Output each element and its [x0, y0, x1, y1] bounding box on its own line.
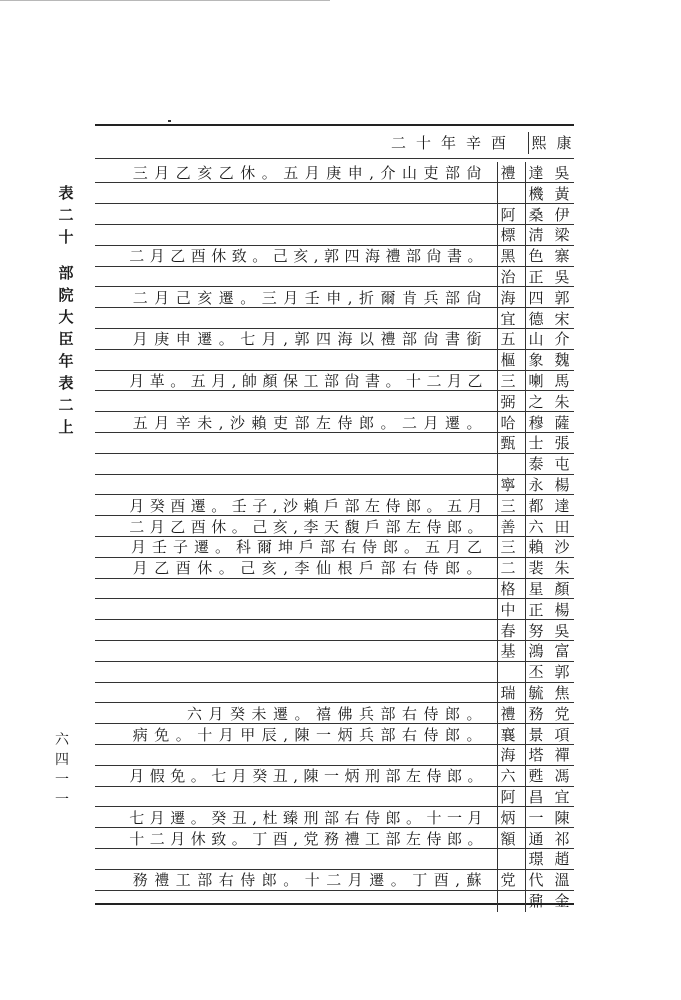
table-row: [95, 599, 574, 621]
name-char-c: 寧: [497, 474, 518, 496]
table-row: [95, 828, 574, 850]
table-row: [95, 536, 574, 558]
name-char-c: 党: [497, 869, 518, 891]
side-table-number: [56, 182, 76, 248]
name-char-a: 項: [554, 725, 570, 744]
name-char-a: 禪: [554, 746, 570, 765]
row-note: 二月己亥遷。三月壬申,折爾肯兵部尙: [132, 288, 488, 307]
name-char-a: 黃: [554, 184, 570, 203]
table-row: [95, 744, 574, 766]
table-row: [95, 682, 574, 704]
name-char-c: 額: [497, 828, 518, 850]
name-char-c: 二: [497, 557, 518, 579]
name-char-c: 瑞: [497, 682, 518, 704]
table-row: [95, 661, 574, 683]
table-row: [95, 703, 574, 725]
name-char-b: 機: [525, 183, 546, 205]
row-note: 二月乙酉休。己亥,李天馥戶部左侍郎。: [129, 517, 488, 536]
name-char-c: 標: [497, 224, 518, 246]
side-table-number-char: 二: [58, 206, 74, 224]
name-char-c: [497, 661, 518, 683]
name-char-a: 介: [554, 330, 570, 349]
table-row: [95, 308, 574, 330]
side-title-char: 院: [58, 286, 74, 304]
name-char-a: 吳: [554, 268, 570, 286]
name-char-b: 淸: [525, 224, 546, 246]
row-note: 二月乙酉休致。己亥,郭四海禮部尙書。: [129, 247, 488, 266]
name-char-a: 宋: [554, 309, 570, 328]
table-row: [95, 578, 574, 600]
page-number: [52, 730, 72, 810]
table-row: [95, 245, 574, 267]
table-row: [95, 890, 574, 912]
name-char-a: 朱: [554, 559, 570, 578]
table-row: [95, 869, 574, 891]
name-char-a: 朱: [554, 392, 570, 411]
name-char-b: 山: [525, 328, 546, 350]
name-char-b: 昌: [525, 786, 546, 808]
name-char-b: 努: [525, 620, 546, 642]
table-row: [95, 412, 574, 434]
ministers-table: [95, 124, 574, 910]
name-char-b: 一: [525, 807, 546, 829]
name-char-c: 襄: [497, 724, 518, 746]
name-char-b: 甦: [525, 765, 546, 787]
name-char-a: 梁: [554, 226, 570, 245]
name-char-c: 三: [497, 536, 518, 558]
name-char-a: 沙: [554, 538, 570, 557]
name-char-b: 永: [525, 474, 546, 496]
side-table-number-char: 表: [58, 184, 74, 202]
name-char-a: 陳: [554, 808, 570, 827]
table-row: [95, 620, 574, 642]
table-row: [95, 453, 574, 475]
name-char-c: 哈: [497, 412, 518, 434]
name-char-c: 治: [497, 266, 518, 288]
table-row: [95, 432, 574, 454]
page-number-char: 一: [55, 792, 69, 808]
name-char-a: 張: [554, 434, 570, 453]
table-row: [95, 516, 574, 538]
name-char-b: 色: [525, 245, 546, 267]
row-note: 月假免。七月癸丑,陳一炳刑部左侍郎。: [129, 767, 488, 786]
table-row: [95, 495, 574, 517]
name-char-a: 薩: [554, 413, 570, 432]
name-char-b: 塔: [525, 744, 546, 766]
name-char-b: 達: [525, 162, 546, 184]
name-char-b: 景: [525, 724, 546, 746]
name-char-c: 海: [497, 744, 518, 766]
name-char-c: 春: [497, 620, 518, 642]
table-row: [95, 328, 574, 350]
table-row: [95, 807, 574, 829]
row-note: 月乙酉休。己亥,李仙根戶部右侍郎。: [132, 559, 488, 578]
name-char-c: 基: [497, 640, 518, 662]
name-char-b: 四: [525, 287, 546, 309]
table-row: [95, 162, 574, 184]
name-char-b: 穆: [525, 412, 546, 434]
name-char-a: 党: [554, 704, 570, 723]
name-char-c: [497, 183, 518, 205]
table-row: [95, 204, 574, 226]
name-char-b: 六: [525, 516, 546, 538]
side-table-number-char: 十: [58, 228, 74, 246]
title-year: 二十年辛酉: [390, 134, 516, 152]
name-char-a: 馬: [554, 372, 570, 390]
row-note: 三月乙亥乙休。五月庚申,介山吏部尙: [132, 164, 488, 182]
side-title-char: 年: [58, 352, 74, 370]
name-char-a: 吳: [554, 621, 570, 640]
row-note: 月庚申遷。七月,郭四海以禮部尙書銜: [132, 330, 488, 349]
side-title-char: 二: [58, 396, 74, 414]
name-char-a: 趙: [554, 850, 570, 869]
name-char-b: 代: [525, 869, 546, 891]
row-note: 月癸酉遷。壬子,沙賴戶部左侍郎。五月: [129, 496, 488, 515]
table-row: [95, 224, 574, 246]
table-row: [95, 349, 574, 371]
name-char-b: 通: [525, 828, 546, 850]
side-table-title: [56, 262, 76, 438]
name-char-c: 三: [497, 495, 518, 517]
name-char-c: 弼: [497, 391, 518, 413]
name-char-a: 郭: [554, 288, 570, 307]
name-char-a: 寨: [554, 247, 570, 266]
name-char-a: 吳: [554, 164, 570, 182]
table-row: [95, 391, 574, 413]
name-char-c: 三: [497, 370, 518, 392]
name-char-c: 禮: [497, 703, 518, 725]
table-row: [95, 724, 574, 746]
page-number-char: 四: [55, 752, 69, 768]
name-char-c: 炳: [497, 807, 518, 829]
name-char-c: 宜: [497, 308, 518, 330]
table-row: [95, 557, 574, 579]
table-row: [95, 266, 574, 288]
name-char-b: 之: [525, 391, 546, 413]
name-char-a: 溫: [554, 871, 570, 890]
name-char-c: 甄: [497, 432, 518, 454]
name-char-a: 達: [554, 496, 570, 515]
name-char-b: 鼐: [525, 890, 546, 912]
table-row: [95, 287, 574, 309]
row-note: 五月辛未,沙賴吏部左侍郎。二月遷。: [132, 413, 488, 432]
side-title-char: 表: [58, 374, 74, 392]
side-title-char: 大: [58, 308, 74, 326]
name-char-b: 泰: [525, 453, 546, 475]
name-char-c: 樞: [497, 349, 518, 371]
name-char-c: [497, 453, 518, 475]
side-title-char: 部: [58, 264, 74, 282]
name-char-a: 富: [554, 642, 570, 661]
side-title-char: 臣: [58, 330, 74, 348]
name-char-b: 賴: [525, 536, 546, 558]
name-char-a: 田: [554, 517, 570, 536]
name-char-a: 屯: [554, 455, 570, 474]
name-char-b: 正: [525, 599, 546, 621]
name-char-c: 善: [497, 516, 518, 538]
name-char-a: 顏: [554, 580, 570, 598]
name-char-c: 禮: [497, 162, 518, 184]
name-char-a: 宜: [554, 788, 570, 806]
table-row: [95, 474, 574, 496]
table-row: [95, 765, 574, 787]
name-char-c: 中: [497, 599, 518, 621]
name-char-b: 正: [525, 266, 546, 288]
title-separator: [95, 158, 574, 159]
name-char-a: 郭: [554, 663, 570, 682]
row-note: 務禮工部右侍郎。十二月遷。丁酉,蘇: [132, 871, 488, 890]
title-row: [95, 132, 574, 154]
page-number-char: 六: [55, 732, 69, 748]
name-char-a: 馮: [554, 767, 570, 786]
row-note: 七月遷。癸丑,杜臻刑部右侍郎。十一月: [129, 808, 488, 827]
name-char-c: 格: [497, 578, 518, 600]
name-char-b: 務: [525, 703, 546, 725]
name-char-a: 焦: [554, 684, 570, 702]
name-char-b: 桑: [525, 204, 546, 226]
name-char-b: 喇: [525, 370, 546, 392]
name-char-c: [497, 848, 518, 870]
name-char-a: 伊: [554, 205, 570, 224]
name-char-b: 星: [525, 578, 546, 600]
table-row: [95, 640, 574, 662]
name-char-b: 裴: [525, 557, 546, 579]
name-char-a: 金: [554, 892, 570, 910]
title-col-b: 熙: [528, 132, 549, 154]
side-title-char: 上: [58, 418, 74, 436]
name-char-a: 楊: [554, 476, 570, 494]
table-row: [95, 183, 574, 205]
table-row: [95, 370, 574, 392]
name-char-c: 六: [497, 765, 518, 787]
name-char-a: 楊: [554, 600, 570, 619]
name-char-b: 德: [525, 308, 546, 330]
name-char-a: 魏: [554, 351, 570, 370]
name-char-b: 象: [525, 349, 546, 371]
name-char-b: 士: [525, 432, 546, 454]
name-char-c: 黑: [497, 245, 518, 267]
name-char-b: 都: [525, 495, 546, 517]
name-char-c: 海: [497, 287, 518, 309]
name-char-c: 阿: [497, 786, 518, 808]
top-rule: [0, 0, 330, 1]
name-char-b: 璟: [525, 848, 546, 870]
table-row: [95, 848, 574, 870]
name-char-c: 五: [497, 328, 518, 350]
name-char-c: 阿: [497, 204, 518, 226]
row-note: 病免。十月甲辰,陳一炳兵部右侍郎。: [132, 725, 488, 744]
table-row: [95, 786, 574, 808]
page-number-char: 一: [55, 772, 69, 788]
row-note: 月壬子遷。科爾坤戶部右侍郎。五月乙: [130, 538, 488, 557]
name-char-b: 丕: [525, 661, 546, 683]
top-tick: [168, 120, 171, 122]
row-note: 十二月休致。丁酉,党務禮工部左侍郎。: [129, 829, 488, 848]
name-char-b: 鴻: [525, 640, 546, 662]
row-note: 月革。五月,帥顏保工部尙書。十二月乙: [129, 372, 488, 390]
row-note: 六月癸未遷。禧佛兵部右侍郎。: [186, 704, 488, 723]
name-char-c: [497, 890, 518, 912]
name-char-a: 祁: [554, 829, 570, 848]
title-col-a: 康: [556, 134, 572, 152]
name-char-b: 毓: [525, 682, 546, 704]
